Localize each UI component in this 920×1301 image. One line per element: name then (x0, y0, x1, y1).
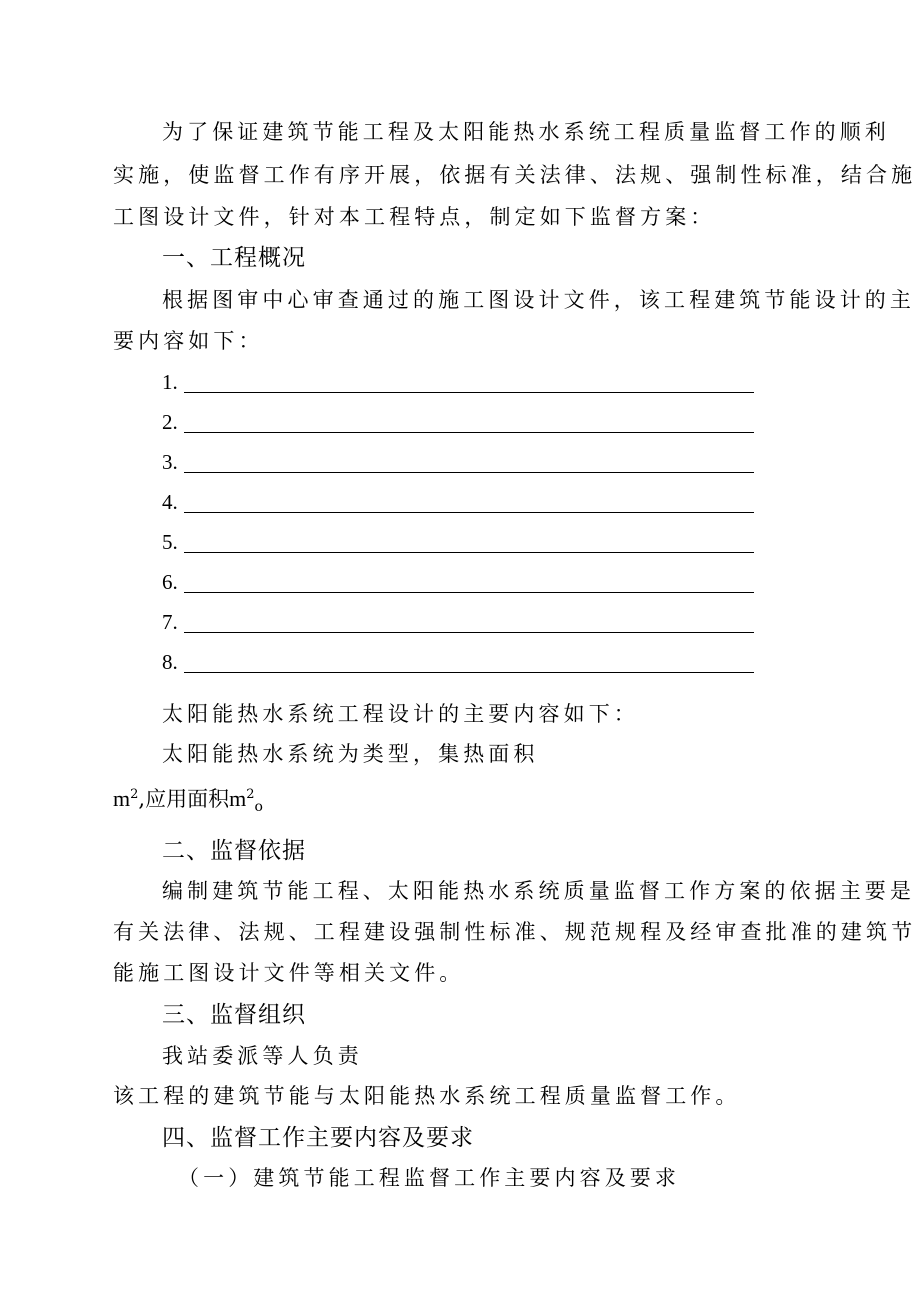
fill-in-blank-line (184, 512, 754, 513)
section-heading-content: 四、监督工作主要内容及要求 (162, 1125, 474, 1151)
basis-line-3: 能施工图设计文件等相关文件。 (113, 961, 465, 985)
blank-item (162, 448, 754, 476)
item-number: 1. (162, 370, 178, 394)
area-end-mark: o (254, 799, 263, 815)
intro-line-2: 实施，使监督工作有序开展，依据有关法律、法规、强制性标准，结合施 (113, 163, 917, 187)
blank-item (162, 528, 754, 556)
solar-intro-line: 太阳能热水系统工程设计的主要内容如下： (162, 702, 639, 726)
section-heading-overview: 一、工程概况 (162, 245, 306, 271)
blank-item (162, 568, 754, 596)
overview-para-line-2: 要内容如下： (113, 329, 264, 353)
fill-in-blank-line (184, 432, 754, 433)
blank-item (162, 608, 754, 636)
blank-item (162, 368, 754, 396)
basis-line-1: 编制建筑节能工程、太阳能热水系统质量监督工作方案的依据主要是 (162, 879, 915, 903)
basis-line-2: 有关法律、法规、工程建设强制性标准、规范规程及经审查批准的建筑节 (113, 920, 917, 944)
item-number: 3. (162, 450, 178, 474)
fill-in-blank-line (184, 632, 754, 633)
fill-in-blank-line (184, 552, 754, 553)
area-unit-1: m (113, 786, 131, 811)
blank-item (162, 648, 754, 676)
area-label: ,应用面积 (138, 787, 230, 811)
organization-line-1: 我站委派等人负责 (162, 1044, 363, 1068)
area-superscript-2: 2 (246, 787, 255, 802)
item-number: 7. (162, 610, 178, 634)
item-number: 2. (162, 410, 178, 434)
subsection-heading-1: （一）建筑节能工程监督工作主要内容及要求 (178, 1166, 680, 1190)
item-number: 6. (162, 570, 178, 594)
blank-item (162, 408, 754, 436)
area-line (113, 785, 263, 817)
item-number: 5. (162, 530, 178, 554)
intro-line-3: 工图设计文件，针对本工程特点，制定如下监督方案： (113, 205, 716, 229)
fill-in-blank-line (184, 592, 754, 593)
solar-type-line: 太阳能热水系统为类型，集热面积 (162, 742, 539, 766)
area-unit-2: m (229, 786, 247, 811)
blank-item (162, 488, 754, 516)
fill-in-blank-line (184, 472, 754, 473)
overview-para-line-1: 根据图审中心审查通过的施工图设计文件，该工程建筑节能设计的主 (162, 288, 915, 312)
organization-line-2: 该工程的建筑节能与太阳能热水系统工程质量监督工作。 (113, 1084, 741, 1108)
section-heading-basis: 二、监督依据 (162, 838, 306, 864)
intro-line-1: 为了保证建筑节能工程及太阳能热水系统工程质量监督工作的顺利 (162, 120, 890, 144)
fill-in-blank-line (184, 672, 754, 673)
area-superscript-1: 2 (130, 787, 139, 802)
section-heading-organization: 三、监督组织 (162, 1002, 306, 1028)
fill-in-blank-line (184, 392, 754, 393)
item-number: 4. (162, 490, 178, 514)
item-number: 8. (162, 650, 178, 674)
